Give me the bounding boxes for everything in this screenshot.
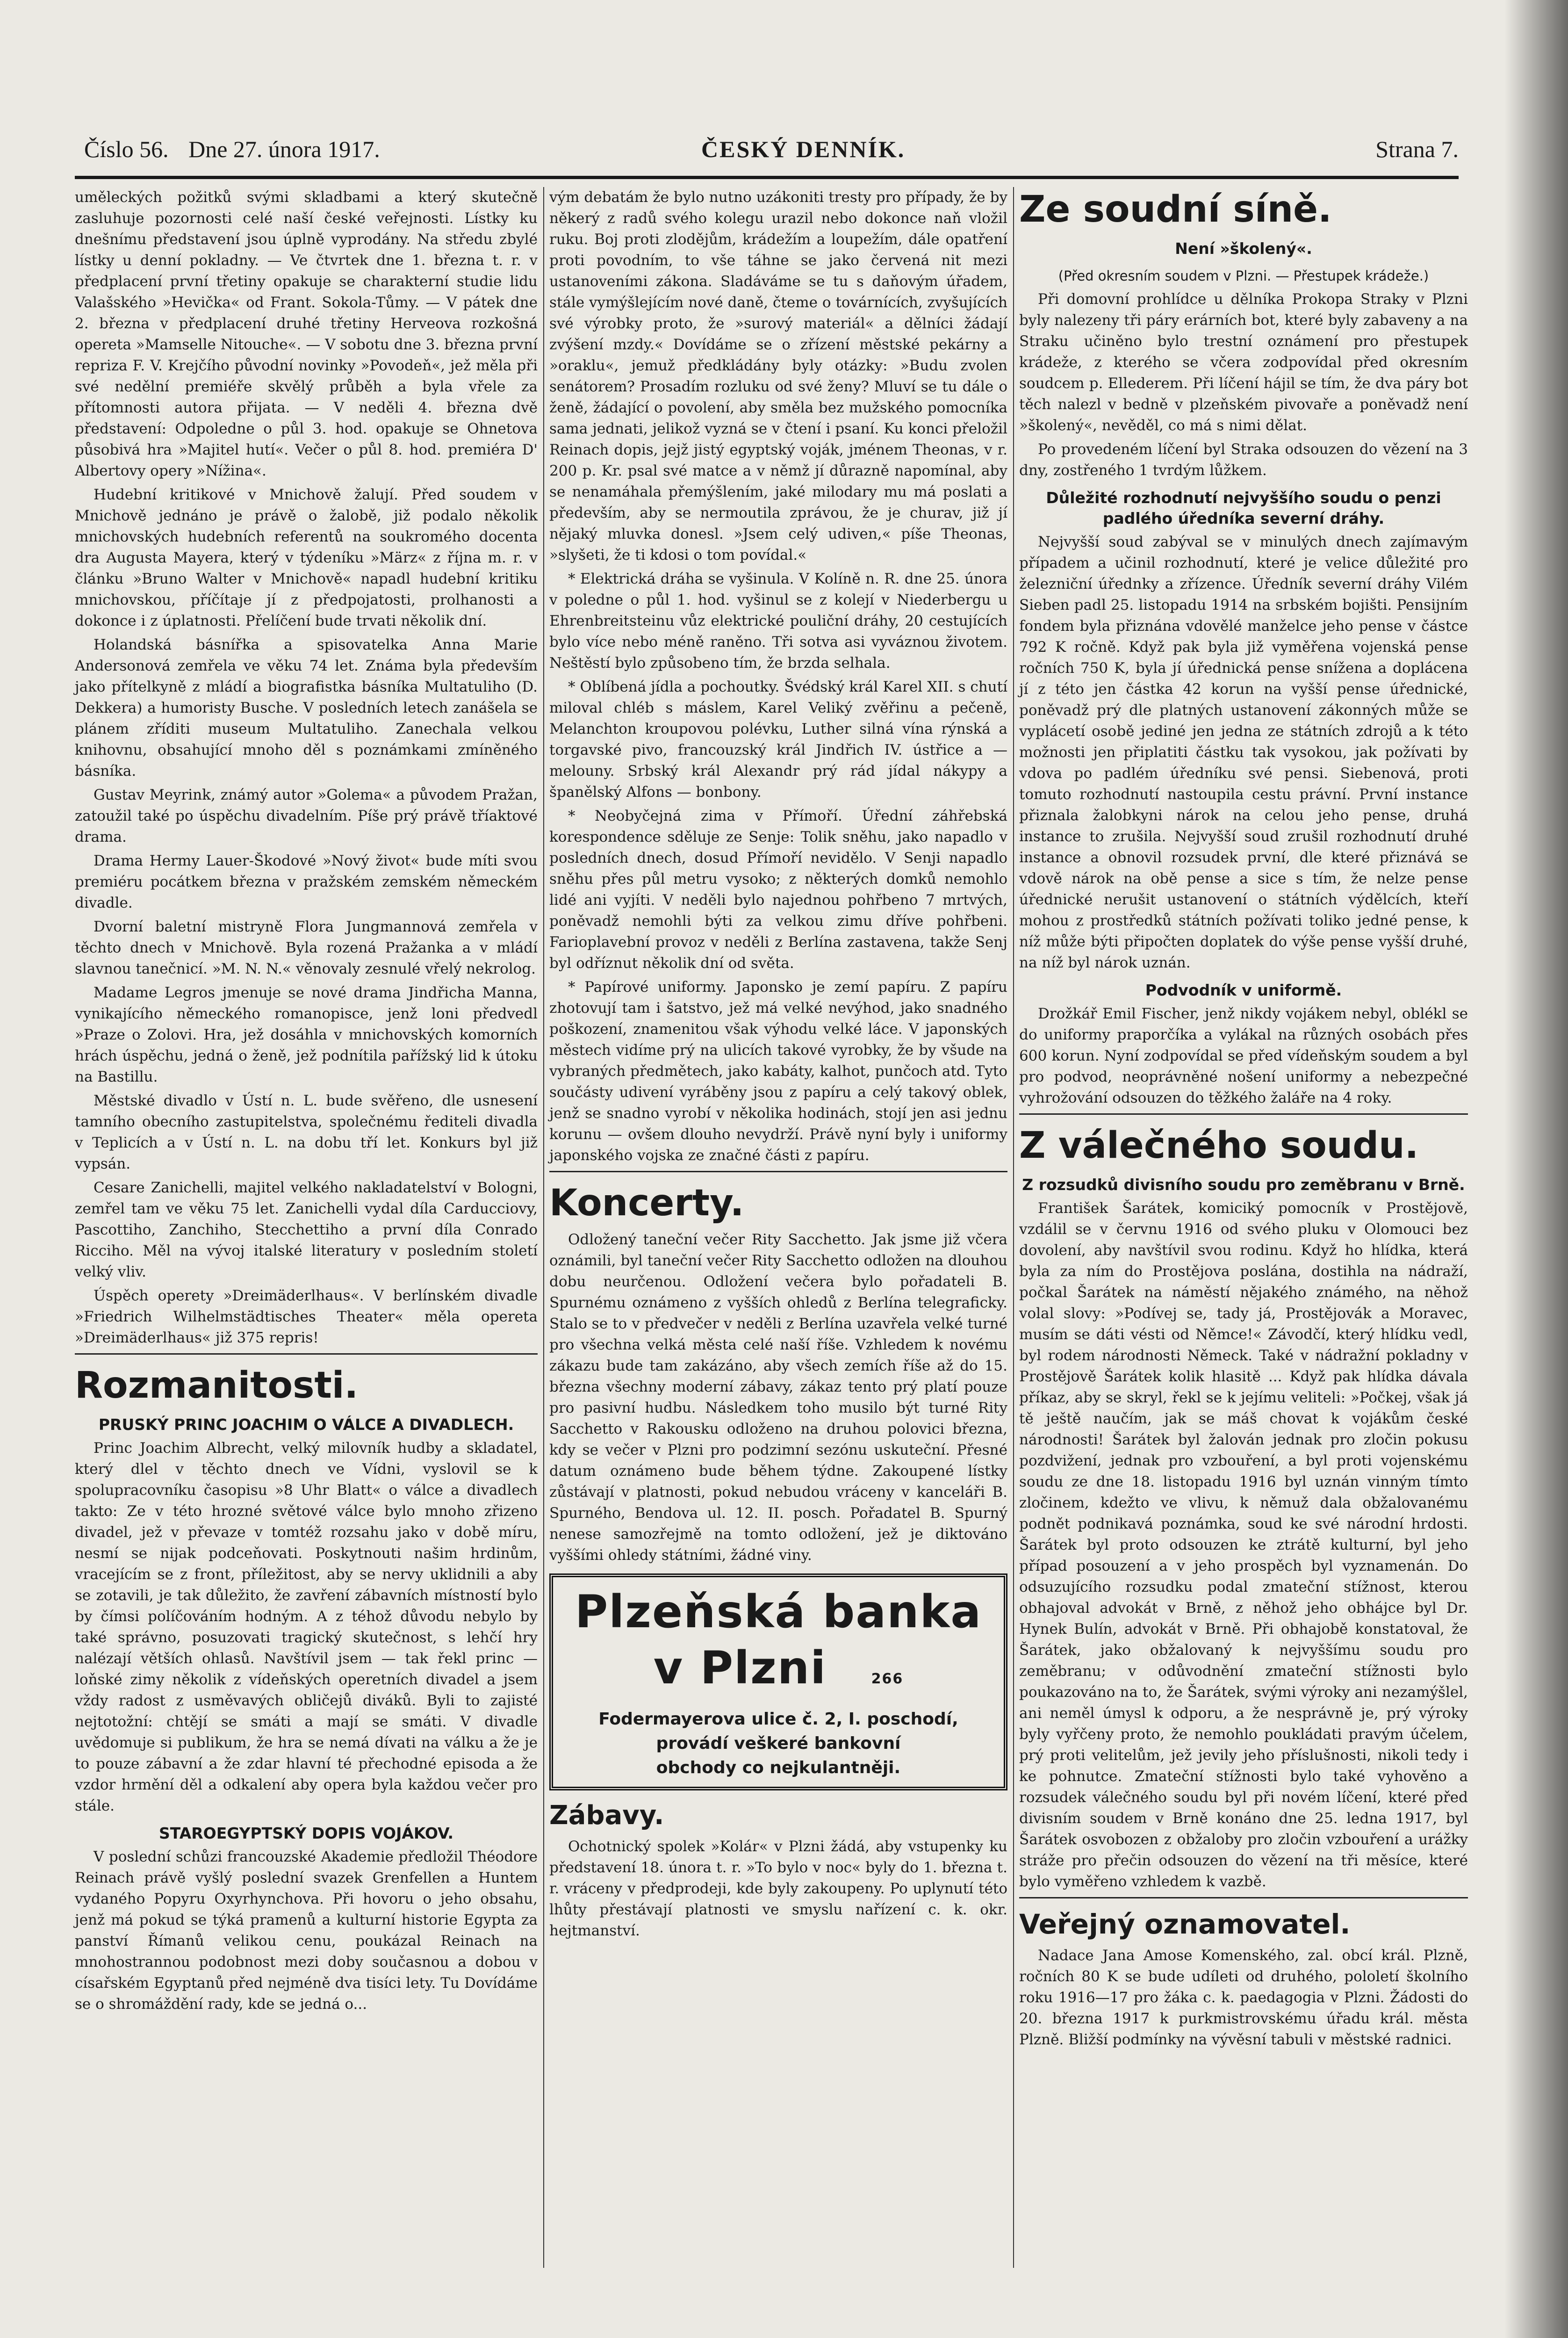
article-paragraph: Gustav Meyrink, známý autor »Golema« a původem Pražan, zatoužil také po úspěchu divadelním. Píše prý právě tříaktové drama. [75,787,538,845]
article-paragraph: V poslední schůzi francouzské Akademie předložil Théodore Reinach právě vyšlý poslední svazek Grenfellen a Huntem vydaného Popyru Oxyrhynchova. Při hovoru o jeho obsahu, jenž má pokud se týká pramenů a kulturní historie Egypta za panství Římanů velikou cenu, poukázal Reinach na mnohostrannou podobnost mezi doby současnou a dobou v císařském Egyptanů před nejméně dva tisíci lety. Tu Dovídáme se o shromáždění rady, kde se jedná o... [75,1848,538,2013]
article-paragraph: Drožkář Emil Fischer, jenž nikdy vojákem nebyl, oblékl se do uniformy praporčíka a vylákal na různých osobách přes 600 korun. Nyní zodpovídal se před vídeňským soudem a byl pro podvod, neoprávněné nošení uniformy a nebezpečné vyhrožování odsouzen do těžkého žaláře na 4 roky. [1019,1005,1468,1106]
bank-advertisement [549,1573,1007,1790]
article-paragraph: Nadace Jana Amose Komenského, zal. obcí král. Plzně, ročních 80 K se bude udíleti od druhého, pololetí školního roku 1916—17 pro žáka c. k. paedagogia v Plzni. Žádosti do 20. března 1917 k purkmistrovskému úřadu král. města Plzně. Bližší podmínky na vývěsní tabuli v městské radnici. [1019,1947,1468,2048]
article-headline: PRUSKÝ PRINC JOACHIM O VÁLCE A DIVADLECH. [98,1415,514,1434]
article-subheadline: (Před okresním soudem v Plzni. — Přestupek krádeže.) [1058,268,1429,284]
article-paragraph: Úspěch operety »Dreimäderlhaus«. V berlínském divadle »Friedrich Wilhelmstädtisches Theater« měla opereta »Dreimäderlhaus« již 375 repris! [75,1287,538,1346]
article-paragraph: uměleckých požitků svými skladbami a který skutečně zasluhuje pozornosti celé naší české veřejnosti. Lístky ku dnešnímu představení jsou úplně vyprodány. Na středu zbylé lístky u denní pokladny. — Ve čtvrtek dne 1. března t. r. v předplacení první třetiny opakuje se charakterní studie lidu Valašského »Hevička« od Frant. Sokola-Tůmy. — V pátek dne 2. března v předplacení druhé třetiny Herveova rozkošná opereta »Mamselle Nitouche«. — V sobotu dne 3. března první repriza F. V. Krejčího původní novinky »Povodeň«, jež měla při své nedělní premiéře skvělý průběh a byla vřele za přítomnosti autora přijata. — V neděli 4. března dvě představení: Odpoledne o půl 3. hod. opakuje se Ohnetova působivá hra »Majitel hutí«. Večer o půl 8. hod. premiéra D' Albertovy opery »Nížina«. [75,189,538,479]
column-2 [549,187,1007,1944]
ad-title: Plzeňská banka [575,1586,982,1638]
article-paragraph: * Papírové uniformy. Japonsko je zemí papíru. Z papíru zhotovují tam i šatstvo, jež má velké nevýhod, jako snadného poškození, znamenitou však výhodu velké láce. V japonských městech vidíme prý na ulicích takové vyrobky, že by všude na vybraných předmětech, jako kabáty, kalhot, punčoch atd. Tyto součásty udivení vyráběny jsou z papíru a celý takový oblek, jenž se snadno vyrobí v několika hodinách, stojí jen asi jednu korunu — ovšem dlouho nevydrží. Právě nyní byly i uniformy japonského vojska ze značné části z papíru. [549,979,1007,1164]
page-number: Strana 7. [1375,136,1459,162]
article-paragraph: František Šarátek, komiciký pomocník v Prostějově, vzdálil se v červnu 1916 od svého pluku v Olomouci bez dovolení, aby navštívil svou rodinu. Když ho hlídka, která byla za ním do Prostějova poslána, dostihla na nádraží, počkal Šarátek na náměstí nějakého známého, na něhož volal slovy: »Podívej se, tady já, Prostějovák a Moravec, musím se dáti vésti od Němce!« Závodčí, který hlídku vedl, byl rodem národnosti Německ. Také v nádražní pokladny v Prostějově Šarátek kolik hlasitě ... Když pak hlídka dávala příkaz, aby se skryl, řekl se k jejímu veliteli: »Počkej, však já tě ještě naučím, jak se máš chovat k vojákům české národnosti! Šarátek byl žalován jednak pro zločin pokusu pozdvižení, jednak pro vzbouření, a byl proti vojenskému soudu ze dne 18. listopadu 1916 byl uznán vinným tímto zločinem, kdežto ve vlivu, k němuž dala obžalovanému podnět podnikavá poznámka, soud ke své národní hrdosti. Šarátek byl proto odsouzen ke ztrátě kulturní, byl jeho případ posouzení a v jeho prospěch byl vyznamenán. Do odsuzujícího rozsudku podal zmateční stížnost, kterou obhajoval advokát v Brně, z něhož jeho obhájce byl Dr. Hynek Bulín, advokát v Brně. Při obhajobě konstatoval, že Šarátek, jako obžalovaný k nejvyššímu soudu pro zeměbranu; v odůvodnění zmateční stížnosti bylo poukazováno na to, že Šarátek, svými výroky ani nezamýšlel, ani neměl úmysl k odporu, a že nesprávně je, prý výroky byly vyřčeny proto, že nemohlo poukládati pravým účelem, prý proti velitelům, jež jevily jeho příslušnosti, nikoli tedy i ke pohnutce. Zmateční stížnosti bylo také vyhověno a rozsudek válečného soudu byl při novém líčení, které před divisním soudem v Brně konáno dne 25. ledna 1917, byl Šarátek osvobozen z obžaloby pro zločin vzbouření a urážky stráže pro přečin odsouzen do vězení na tři měsíce, které bylo vyměřeno vzhledem k vazbě. [1019,1200,1468,1890]
article-paragraph: * Neobyčejná zima v Přímoří. Úřední záhřebská korespondence sděluje ze Senje: Tolik sněhu, jako napadlo v posledních dnech, dosud Přímoří nevidělo. V Senji napadlo sněhu přes půl metru vysoko; z některých domků nemohlo lidé ani vyjíti. V neděli bylo najednou pohřbeno 7 mrtvých, poněvadž nemohli býti za velkou zimu dříve pohřbeni. Farioplavební provoz v neděli z Berlína zastavena, takže Senj byl odříznut několik dní od světa. [549,808,1007,972]
article-paragraph: vým debatám že bylo nutno uzákoniti tresty pro případy, že by někerý z radů svého kolegu urazil nebo dokonce naň vložil ruku. Boj proti zlodějům, krádežím a loupežím, dále opatření proti povodním, to vše táhne se jako červená nit mezi ustanoveními zákona. Sladáváme se tu s daňovým úřadem, stále vymýšlejícím nové daně, čteme o továrnících, zvyšujících své výrobky proto, že »surový materiál« a dělníci žádají zvýšení mzdy.« Dovídáme se o zřízení městské pekárny a »oraklu«, jemuž předkládány byly otázky: »Budu zvolen senátorem? Prosadím rozluku od své ženy? Mluví se tu dále o ženě, žádající o povolení, aby směla bez mužského pomocníka sama jednati, jelikož vyzná se v čtení i psaní. Ku konci přeložil Reinach dopis, jejž jistý egyptský voják, jménem Theonas, v r. 200 p. Kr. psal své matce a v němž jí důrazně napomínal, aby se nenamáhala přemýšlením, jaké milodary mu má poslati a především, aby se nermoutila zprávou, že je churav, již jí nějaký mluvka donesl. »Jsem celý udiven,« píše Theonas, »slyšeti, že ti kdosi o tom povídal.« [549,189,1007,563]
article-paragraph: Odložený taneční večer Rity Sacchetto. Jak jsme již včera oznámili, byl taneční večer Rity Sacchetto odložen na dlouhou dobu neurčenou. Odložení večera bylo pořadateli B. Spurnému oznámeno z vyšších ohledů z Berlína telegraficky. Stalo se to v předvečer v neděli z Berlína uzavřela velké turné pro všechna velká města celé naší říše. Vzhledem k novému zákazu bude tam zakázáno, aby všech zemích říše až do 15. března všechny moderní zábavy, zákaz tento prý platí pouze pro pasivní hudbu. Následkem toho musilo být turné Rity Sacchetto v Rakousku odloženo na druhou polovici března, kdy se večer v Plzni pro podzimní sezónu uskuteční. Přesné datum oznámeno bude během týdne. Zakoupené lístky zůstávají v platnosti, pokud nebudou vráceny v kanceláři B. Spurného, Bendova ul. 12. II. posch. Pořadatel B. Spurný nenese samozřejmě na tomto odložení, jež je diktováno vyššími ohledy státními, žádné viny. [549,1231,1007,1564]
section-title-rozmanitosti: Rozmanitosti. [75,1364,359,1407]
header-rule [75,176,1459,179]
article-paragraph: Cesare Zanichelli, majitel velkého nakladatelství v Bologni, zemřel tam ve věku 75 let. Zanichelli vydal díla Carducciovy, Pascottiho, Zanchiho, Stecchettiho a první díla Conrado Ricciho. Měl na vývoj italské literatury v posledním století velký vliv. [75,1179,538,1280]
article-paragraph: Ochotnický spolek »Kolár« v Plzni žádá, aby vstupenky ku představení 18. února t. r. »To bylo v noc« byly do 1. března t. r. vráceny v předprodeji, kde byly zakoupeny. Po uplynutí této lhůty přestávají platnosti ve smyslu nařízení c. k. okr. hejtmanství. [549,1838,1007,1939]
column-divider [1013,187,1014,2268]
section-title-zabavy: Zábavy. [549,1800,664,1831]
column-divider [543,187,544,2268]
issue-date [84,136,380,163]
ad-address: Fodermayerova ulice č. 2, I. poschodí, [598,1710,958,1729]
column-3 [1019,187,1468,2053]
masthead: ČESKÝ DENNÍK. [701,136,906,162]
article-paragraph: Městské divadlo v Ústí n. L. bude svěřeno, dle usnesení tamního obecního zastupitelstva, společnému řediteli divadla v Teplicích a v Ústí n. L. na dobu tří let. Konkurs byl již vypsán. [75,1092,538,1172]
section-rule [1019,1113,1468,1115]
section-rule [549,1171,1007,1172]
article-paragraph: Dvorní baletní mistryně Flora Jungmannová zemřela v těchto dnech v Mnichově. Byla rozená Pražanka a v mládí slavnou tanečnicí. »M. N. N.« věnovaly zesnulé vřelý nekrolog. [75,918,538,977]
section-rule [75,1353,538,1355]
section-title-koncerty: Koncerty. [549,1182,744,1224]
ad-city: v Plzni [653,1642,827,1694]
article-paragraph: Princ Joachim Albrecht, velký milovník hudby a skladatel, který dlel v těchto dnech ve Vídni, vyslovil se k spolupracovníku časopisu »8 Uhr Blatt« o válce a divadlech takto: Ze v této hrozné světové válce bylo mnoho zřizeno divadel, jež v převaze v tomtéž rozsahu jako v době míru, nesmí se nijak podceňovati. Poskytnouti našim hrdinům, vracejícím se z front, příležitost, aby se nervy uklidnili a aby se zotavili, je tak důležito, že zavření zábavních místností bylo by čímsi políčováním hodným. A z téhož důvodu nebylo by také správno, posuzovati tragický skutečnost, s lehčí hry nalézají větších ohlasů. Navštívil jsem — tak řekl princ — loňské zimy několik z vídeňských operetních divadel a jsem vždy radost z usměvavých obličejů diváků. Byli to zajisté nejtotožní: chtějí se smáti a mají se smáti. V divadle uvědomuje si publikum, že hra se nemá dívati na válku a že je to pouze zábavní a že zdar hlavní té přechodné episoda a že vzdor hrmění děl a odkalení aby opera byla každou večer pro stále. [75,1440,538,1814]
binding-shadow [1504,0,1568,2338]
ad-line: obchody co nejkulantněji. [656,1758,901,1777]
article-paragraph: * Oblíbená jídla a pochoutky. Švédský král Karel XII. s chutí miloval chléb s máslem, Karel Veliký zvěřinu a pečeně, Melanchton kroupovou polévku, Luther silná vína rýnská a torgavské pivo, francouzský král Jindřich IV. ústřice a — melouny. Srbský král Alexandr prý rád jídal nákypy a španělský Alfons — bonbony. [549,678,1007,801]
page-header [75,136,1459,178]
article-headline: Z rozsudků divisního soudu pro zeměbranu v Brně. [1022,1176,1465,1194]
ad-number: 266 [871,1671,904,1687]
article-paragraph: Po provedeném líčení byl Straka odsouzen do vězení na 3 dny, zostřeného 1 tvrdým lůžkem. [1019,441,1468,479]
section-rule [1019,1897,1468,1898]
article-paragraph: Při domovní prohlídce u dělníka Prokopa Straky v Plzni byly nalezeny tři páry erárních bot, které byly zabaveny a na Straku učiněno bylo trestní oznámení pro přestupek krádeže, z kterého se včera zodpovídal před okresním soudcem p. Ellederem. Při líčení hájil se tím, že dva páry bot těch nalezl v bedně v plzeňském pivovaře a poněvadž není »školený«, nevěděl, co má s nimi dělat. [1019,291,1468,434]
article-paragraph: Hudební kritikové v Mnichově žalují. Před soudem v Mnichově jednáno je právě o žalobě, již podalo několik mnichovských hudebních referentů na soukromého docenta dra Augusta Mayera, který v týdeníku »März« z října m. r. v článku »Bruno Walter v Mnichově« napadl hudební kritiku mnichovskou, příčítaje jí z předpojatosti, prolhanosti a dokonce i z úplatnosti. Přelíčení bude trvati několik dní. [75,486,538,629]
issue-number: Číslo 56. [84,136,169,162]
article-headline: Není »školený«. [1175,239,1312,258]
ad-subtitle [562,1640,994,1707]
column-1 [75,187,538,2018]
ad-line: provádí veškeré bankovní [656,1734,901,1753]
article-paragraph: Holandská básnířka a spisovatelka Anna Marie Andersonová zemřela ve věku 74 let. Známa byla především jako přítelkyně z mládí a biografistka básníka Multatuliho (D. Dekkera) a humoristy Busche. V posledních letech zanášela se plánem zříditi museum Multatuliho. Zanechala velkou knihovnu, obsahující mnoho děl s poznámkami zmíněného básníka. [75,636,538,779]
article-paragraph: * Elektrická dráha se vyšinula. V Kolíně n. R. dne 25. února v poledne o půl 1. hod. vyšinul se z kolejí v Niederbergu u Ehrenbreitsteinu vůz elektrické pouliční dráhy, 20 cestujících bylo více nebo méně raněno. Tři sotva asi vyváznou životem. Neštěstí bylo způsobeno tím, že brzda selhala. [549,570,1007,671]
section-title-verejny-oznamovatel: Veřejný oznamovatel. [1019,1908,1351,1940]
article-paragraph: Nejvyšší soud zabýval se v minulých dnech zajímavým případem a učinil rozhodnutí, které je velice důležité pro železniční úřednky a zřízence. Úředník severní dráhy Vilém Sieben padl 25. listopadu 1914 na srbském bojišti. Pensijním fondem byla přiznána vdovělé manželce jeho pense v částce 792 K ročně. Když pak byla již vyměřena vojenská pense ročních 750 K, byla jí úřednická pense snížena a doplácena jí z této jen částka 42 korun na vyšší pense úřednické, poněvadž prý dle platných ustanovení zákonných může se vyplácetí osobě jediné jen jedna ze státních zdrojů a k této možnosti jen připlatiti částku tak vysokou, jak požívati by vdova po padlém úředníku své pensi. Siebenová, proti tomuto rozhodnutí nastoupila cestu právní. První instance přiznala žalobkyni nárok na celou jeho pense, druhá instance to zrušila. Nejvyšší soud zrušil rozhodnutí druhé instance a obnovil rozsudek první, dle které přiznává se vdově nárok na obě pense a sice s tím, že nelze pense úřednické nerušit ustanovení o státních výdělcích, kteří mohou z prostředků státních požívati toliko jedné pense, k níž může býti připočten doplatek do výše pense vyšší druhé, na níž byl nárok uznán. [1019,534,1468,971]
article-paragraph: Drama Hermy Lauer-Škodové »Nový život« bude míti svou premiéru pocátkem března v pražském zemském německém divadle. [75,852,538,911]
section-title-soudni-sin: Ze soudní síně. [1019,188,1332,231]
article-paragraph: Madame Legros jmenuje se nové drama Jindřicha Manna, vynikajícího německého romanopisce, jenž loni předvedl »Praze o Zolovi. Hra, jež dosáhla v mnichovských komorních hrách úspěchu, jedná o ženě, jež podnítila pařížský lid k útoku na Bastillu. [75,984,538,1085]
article-headline: Důležité rozhodnutí nejvyššího soudu o penzi padlého úředníka severní dráhy. [1046,489,1441,527]
article-headline: STAROEGYPTSKÝ DOPIS VOJÁKOV. [158,1824,453,1842]
issue-date-text: Dne 27. února 1917. [188,136,380,162]
section-title-valecny-soud: Z válečného soudu. [1019,1125,1419,1167]
article-headline: Podvodník v uniformě. [1145,981,1342,999]
